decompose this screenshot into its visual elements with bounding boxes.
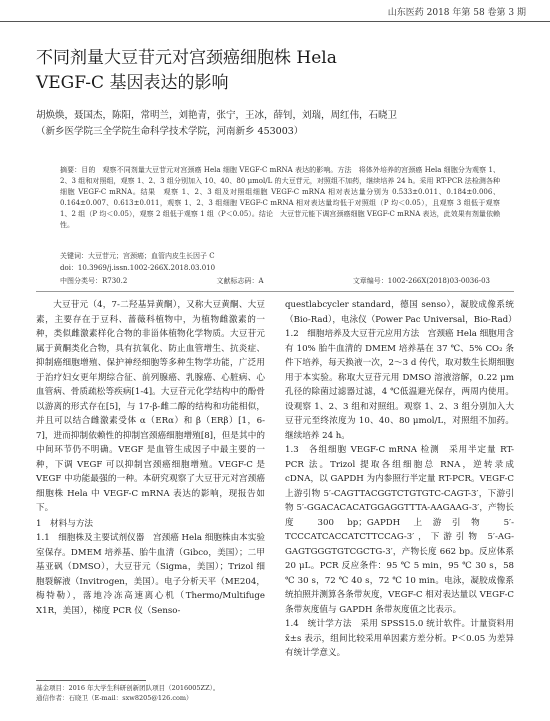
title-line-2: VEGF-C 基因表达的影响 [36, 73, 229, 93]
body-paragraph: 1.4 统计学方法 采用 SPSS15.0 统计软件。计量资料用 x̄±s 表示，组间比较采用单因素方差分析。P＜0.05 为差异有统计学意义。 [285, 619, 514, 658]
article-title [36, 46, 506, 96]
body-paragraph: 大豆苷元（4，7-二羟基异黄酮），又称大豆黄酮、大豆素，主要存在于豆科、蔷薇科植物中，为植物雌激素的一种，类似雌激素样化合物的非甾体植物化学物质。大豆苷元属于黄酮类化合物，具有抗氧化、防止血管增生、抗炎症、抑制癌细胞增殖、保护神经细胞等多种生物学功能，广泛用于治疗妇女更年期综合征、前列腺癌、乳腺癌、心脏病、心血管病、骨质疏松等疾病[1-4]。大豆苷元化学结构中的酚骨以游离的形式存在[5]，与 17-β-雌二醇的结构和功能相似，并且可以结合雌激素受体 α（ERα）和 β（ERβ）[1，6-7]，进而抑制依赖性的抑制宫颈癌细胞增殖[8]，但是其中的中间环节仍不明确。VEGF 是血管生成因子中最主要的一种，下调 VEGF 可以抑制宫颈癌细胞增殖。VEGF-C 是 VEGF 中功能最强的一种。本研究观察了大豆苷元对宫颈癌细胞株 Hela 中 VEGF-C mRNA 表达的影响，现报告如下。 [36, 300, 265, 513]
footnote-divider [36, 680, 146, 681]
footnote-funding: 基金项目：2016 年大学生科研创新团队项目（2016005ZZ）。 [36, 684, 220, 692]
article-number: 文章编号：1002-266X(2018)03-0036-03 [352, 277, 490, 285]
body-left-column [36, 298, 265, 618]
clc-number: 中图分类号：R730.2 [60, 277, 128, 285]
body-paragraph: 1.1 细胞株及主要试剂仪器 宫颈癌 Hela 细胞株由本实验室保存。DMEM 培养基、胎牛血清（Gibco，美国）；二甲基亚砜（DMSO），大豆苷元（Sigma，美国）；Trizol 细胞裂解液（Invitrogen，美国）。电子分析天平（ME204，梅特勒），落地冷冻高速离心机（Thermo/Multifuge X1R，美国），梯度 PCR 仪（Senso- [36, 533, 265, 616]
body-paragraph: questlabcycler standard，德国 senso），凝胶成像系统（Bio-Rad），电泳仪（Power Pac Universal，Bio-Rad） [285, 300, 517, 325]
running-header-text: 山东医药 2018 年第 58 卷第 3 期 [387, 8, 526, 18]
divider [36, 291, 514, 292]
body-right-column [285, 298, 517, 661]
document-code: 文献标志码：A [216, 277, 264, 285]
footnotes [36, 683, 219, 703]
keywords: 关键词：大豆苷元；宫颈癌；血管内皮生长因子 C [60, 252, 215, 260]
author-list: 胡焕焕，聂国杰，陈阳，常明兰，刘艳青，张宁，王冰，薛钊，刘瑞，周红伟，石晓卫 [36, 110, 398, 121]
body-paragraph: 1.3 各组细胞 VEGF-C mRNA 检测 采用半定量 RT-PCR 法。Trizol 提取各组细胞总 RNA，逆转录成 cDNA，以 GAPDH 为内参照行半定量 RT-PCR。VEGF-C 上游引物 5′-CAGTTACGGTCTGTGTC-CAGT-3′，下游引物 5′-GGACACACATGGAGGTTTA-AAGAAG-3′，产物长度 300 bp；GAPDH 上游引物 5′-TCCCATCACCATCTTCCAG-3′，下游引物 5′-AG-GAGTGGGTGTCGCTG-3′，产物长度 662 bp。反应体系 20 μL。PCR 反应条件：95 ℃ 5 min，95 ℃ 30 s，58 ℃ 30 s，72 ℃ 40 s，72 ℃ 10 min。电泳，凝胶成像系统拍照并测算各条带灰度，VEGF-C 相对表达量以 VEGF-C 条带灰度值与 GAPDH 条带灰度值之比表示。 [285, 445, 514, 615]
footnote-correspondence: 通信作者：石晓卫（E-mail：sxw8205@126.com） [36, 694, 193, 702]
affiliation: （新乡医学院三全学院生命科学技术学院，河南新乡 453003） [36, 126, 304, 137]
body-paragraph: 1 材料与方法 [36, 518, 94, 529]
title-line-1: 不同剂量大豆苷元对宫颈癌细胞株 Hela [36, 48, 337, 68]
doi: doi：10.3969/j.issn.1002-266X.2018.03.010 [60, 264, 216, 272]
running-header [0, 0, 550, 22]
abstract: 摘要：目的 观察不同剂量大豆苷元对宫颈癌 Hela 细胞 VEGF-C mRNA 表达的影响。方法 将体外培养的宫颈癌 Hela 细胞分为观察 1、2、3 组和对照组，观察 1、2、3 组分别加入 10、40、80 μmol/L 的大豆苷元，对照组不加药，继续培养 24 h。采用 RT-PCR 法检测各种细胞 VEGF-C mRNA。结果 观察 1、2、3 组及对照组细胞 VEGF-C mRNA 相对表达量分别为 0.533±0.011、0.184±0.006、0.164±0.007、0.613±0.011，观察 1、2、3 组细胞 VEGF-C mRNA 相对表达量均低于对照组（P 均＜0.05），且观察 3 组低于观察 1、2 组（P 均＜0.05），观察 2 组低于观察 1 组（P＜0.05）。结论 大豆苷元能下调宫颈癌细胞 VEGF-C mRNA 表达，此效果有剂量依赖性。 [60, 166, 500, 229]
body-paragraph: 1.2 细胞培养及大豆苷元应用方法 宫颈癌 Hela 细胞用含有 10% 胎牛血清的 DMEM 培养基在 37 ℃、5% CO₂ 条件下培养，每天换液一次，2～3 d 传代，取对数生长期细胞用于本实验。称取大豆苷元用 DMSO 溶液溶解，0.22 μm 孔径的除菌过滤器过滤，4 ℃低温避光保存，两周内使用。设观察 1、2、3 组和对照组。观察 1、2、3 组分别加入大豆苷元至终浓度为 10、40、80 μmol/L，对照组不加药。继续培养 24 h。 [285, 329, 514, 441]
classification-line [60, 276, 490, 286]
